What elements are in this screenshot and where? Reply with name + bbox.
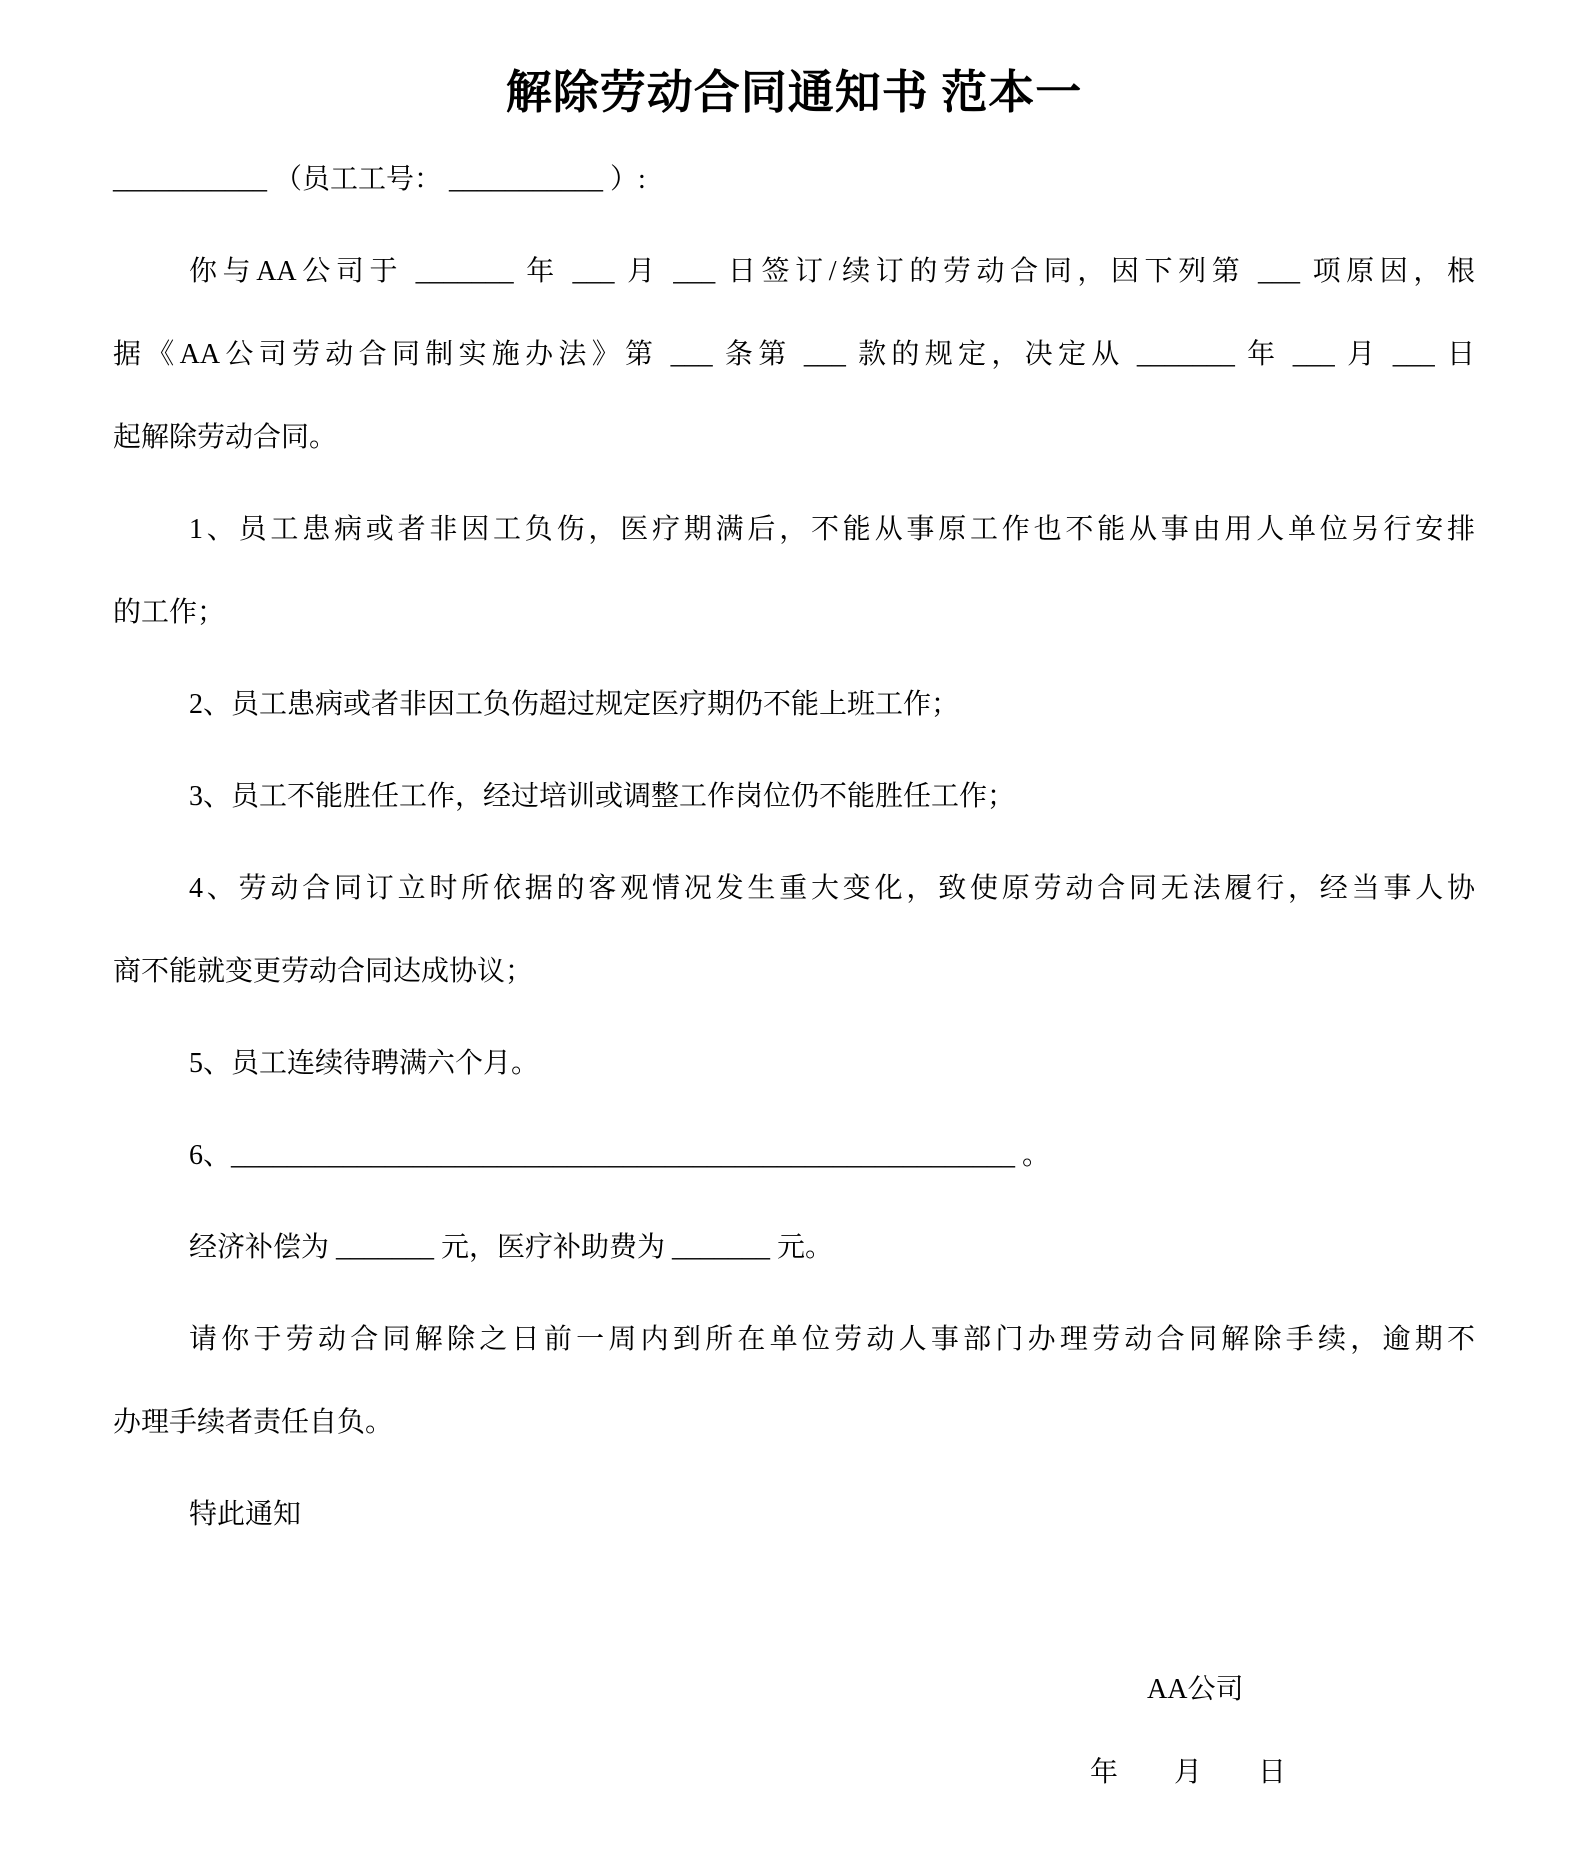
clause-2-line: 2、员工患病或者非因工负伤超过规定医疗期仍不能上班工作； bbox=[189, 689, 960, 720]
clause-3-line: 3、员工不能胜任工作，经过培训或调整工作岗位仍不能胜任工作； bbox=[189, 781, 1016, 812]
intro-paragraph-line-2: 据《AA公司劳动合同制实施办法》第 ___ 条第 ___ 款的规定，决定从 _______ 年 ___ 月 ___ 日 bbox=[113, 339, 1475, 370]
clause-1-line-1: 1、员工患病或者非因工负伤，医疗期满后，不能从事原工作也不能从事由用人单位另行安排 bbox=[189, 514, 1475, 545]
closing-notice-line: 特此通知 bbox=[189, 1499, 302, 1530]
clause-5-line: 5、员工连续待聘满六个月。 bbox=[189, 1048, 540, 1079]
procedure-line-2: 办理手续者责任自负。 bbox=[113, 1407, 394, 1438]
clause-1-line-2: 的工作； bbox=[113, 597, 226, 628]
signature-company: AA公司 bbox=[1147, 1674, 1244, 1705]
clause-4-line-2: 商不能就变更劳动合同达成协议； bbox=[113, 956, 534, 987]
clause-4-line-1: 4、劳动合同订立时所依据的客观情况发生重大变化，致使原劳动合同无法履行，经当事人协 bbox=[189, 873, 1475, 904]
clause-6-line: 6、________________________________________________________ 。 bbox=[189, 1140, 1051, 1171]
compensation-line: 经济补偿为 _______ 元，医疗补助费为 _______ 元。 bbox=[189, 1232, 834, 1263]
document-title: 解除劳动合同通知书 范本一 bbox=[505, 67, 1083, 118]
signature-date-line: 年 月 日 bbox=[1090, 1757, 1287, 1788]
intro-paragraph-line-3: 起解除劳动合同。 bbox=[113, 422, 338, 453]
intro-paragraph-line-1: 你与AA公司于 _______ 年 ___ 月 ___ 日签订/续订的劳动合同，因下列第 ___ 项原因，根 bbox=[189, 256, 1475, 287]
salutation-line: ___________ （员工工号： ___________ ）: bbox=[113, 164, 646, 195]
procedure-line-1: 请你于劳动合同解除之日前一周内到所在单位劳动人事部门办理劳动合同解除手续，逾期不 bbox=[189, 1324, 1475, 1355]
